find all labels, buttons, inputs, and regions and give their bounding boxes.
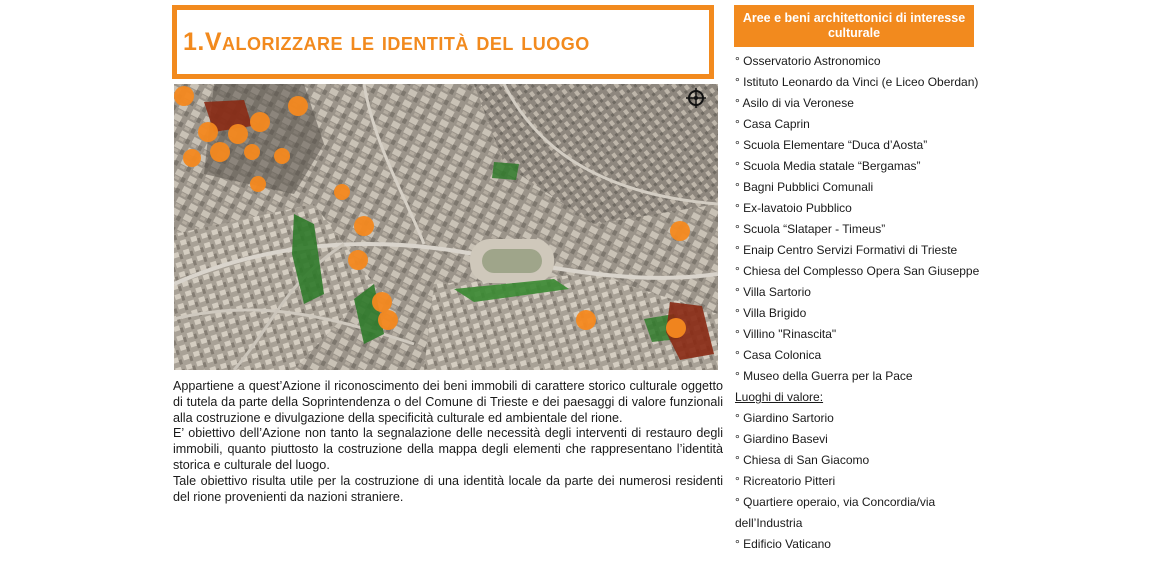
list-item: ° Osservatorio Astronomico	[735, 54, 881, 68]
place-item: ° Chiesa di San Giacomo	[735, 453, 870, 467]
list-item: ° Istituto Leonardo da Vinci (e Liceo Oberdan)	[735, 75, 979, 89]
paragraph-3: Tale obiettivo risulta utile per la costruzione di una identità locale da parte dei numerosi residenti del rione provenienti da nazioni straniere.	[173, 473, 723, 504]
sidebar-header	[734, 5, 974, 47]
description-text	[173, 379, 723, 505]
list-item: ° Villino "Rinascita"	[735, 327, 837, 341]
paragraph-1: Appartiene a quest’Azione il riconoscimento dei beni immobili di carattere storico culturale oggetto di tutela da parte della Soprintendenza o del Comune di Trieste e dei paesaggi di valore funzionali alla costruzione e divulgazione della specificità culturale ed ambientale del rione.	[173, 379, 723, 425]
places-subheader: Luoghi di valore:	[735, 390, 824, 404]
heritage-list	[735, 51, 995, 555]
place-item: dell’Industria	[735, 516, 803, 530]
place-item: ° Giardino Basevi	[735, 432, 828, 446]
list-item: ° Casa Caprin	[735, 117, 810, 131]
aerial-map	[174, 84, 718, 370]
list-item: ° Chiesa del Complesso Opera San Giuseppe	[735, 264, 980, 278]
page-title: 1.Valorizzare le identità del luogo	[183, 27, 590, 56]
list-item: ° Casa Colonica	[735, 348, 822, 362]
list-item: ° Scuola Elementare “Duca d’Aosta”	[735, 138, 928, 152]
list-item: ° Scuola “Slataper - Timeus”	[735, 222, 886, 236]
paragraph-2: E’ obiettivo dell’Azione non tanto la segnalazione delle necessità degli interventi di restauro degli immobili, quanto piuttosto la costruzione della mappa degli elementi che rappresentano l’identità storica e culturale del luogo.	[173, 426, 723, 472]
title-box	[172, 5, 714, 79]
list-item: ° Villa Sartorio	[735, 285, 811, 299]
list-item: ° Enaip Centro Servizi Formativi di Trieste	[735, 243, 958, 257]
list-item: ° Asilo di via Veronese	[735, 96, 854, 110]
sidebar-header-label: Aree e beni architettonici di interesse culturale	[742, 11, 966, 40]
list-item: ° Bagni Pubblici Comunali	[735, 180, 874, 194]
place-item: ° Edificio Vaticano	[735, 537, 831, 551]
place-item: ° Quartiere operaio, via Concordia/via	[735, 495, 936, 509]
list-item: ° Scuola Media statale “Bergamas”	[735, 159, 921, 173]
place-item: ° Ricreatorio Pitteri	[735, 474, 836, 488]
list-item: ° Villa Brigido	[735, 306, 807, 320]
place-item: ° Giardino Sartorio	[735, 411, 834, 425]
list-item: ° Museo della Guerra per la Pace	[735, 369, 913, 383]
list-item: ° Ex-lavatoio Pubblico	[735, 201, 852, 215]
